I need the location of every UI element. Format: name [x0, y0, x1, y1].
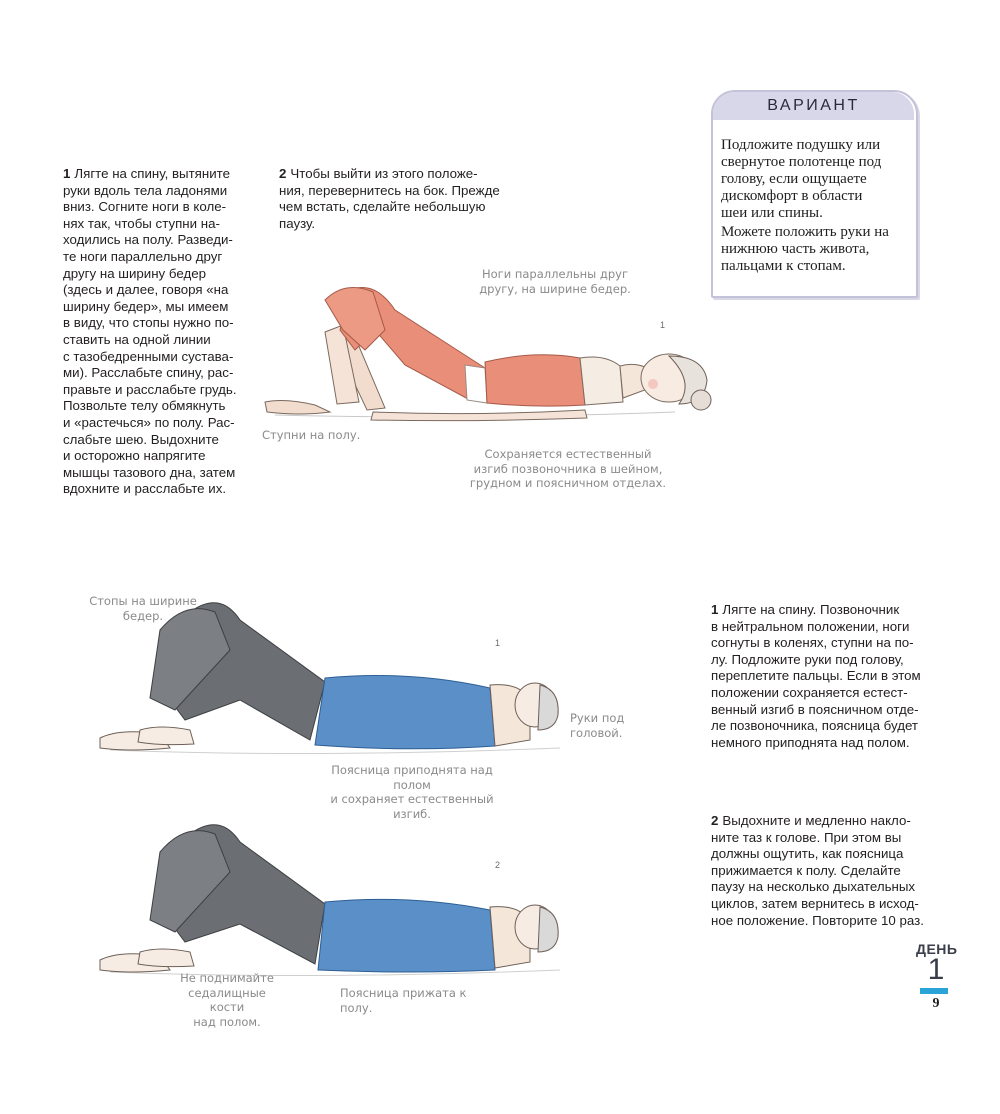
caption-legs: Ноги параллельны друг другу, на ширине бедер.	[479, 267, 631, 296]
section2-step1	[711, 602, 931, 751]
step-text: Лягте на спину. Позвоночник в нейтральном положении, ноги согнуты в коленях, ступни на по- лу. Подложите руки под голову, переплетите пальцы. Если в этом положении сохраняется естест- венный изгиб в поясничном отде- ле позвоночника, поясница будет немного приподнята над полом.	[711, 602, 921, 750]
page-number: 9	[932, 996, 940, 1011]
caption-hands: Руки под головой.	[570, 711, 625, 740]
day-accent-bar	[920, 988, 948, 994]
section2-step2	[711, 813, 931, 929]
step-number: 1	[711, 602, 719, 617]
figure-number: 1	[495, 638, 501, 648]
step-text: Выдохните и медленно накло- ните таз к голове. При этом вы должны ощутить, как поясница прижимается к полу. Сделайте паузу на несколько дыхательных циклов, затем вернитесь в исход- ное положение. Повторите 10 раз.	[711, 813, 924, 928]
day-label: ДЕНЬ	[916, 941, 958, 957]
step-number: 2	[279, 166, 287, 181]
step-text: Лягте на спину, вытяните руки вдоль тела ладонями вниз. Согните ноги в коле- нях так, чтобы ступни на- ходились на полу. Разведи- те ноги параллельно друг другу на ширину бедер (здесь и далее, говоря «на ширину бедер», мы имеем в виду, что стопы нужно по- ставить на одной линии с тазобедренными сустава- ми). Расслабьте спину, рас- правьте и расслабьте грудь. Позвольте телу обмякнуть и «растечься» по полу. Рас- слабьте шею. Выдохните и осторожно напрягите мышцы тазового дна, затем вдохните и расслабьте их.	[63, 166, 237, 497]
variant-text-1: Подложите подушку или свернутое полотенце под голову, если ощущаете дискомфорт в области шеи или спины.	[721, 137, 882, 221]
caption-feet-width: Стопы на ширине бедер.	[89, 594, 197, 623]
day-number: 1	[927, 953, 945, 986]
caption-lumbar-raised: Поясница приподнята над полом и сохраняет естественный изгиб.	[330, 763, 494, 821]
step-number: 2	[711, 813, 719, 828]
caption-spine: Сохраняется естественный изгиб позвоночника в шейном, грудном и поясничном отделах.	[469, 447, 667, 490]
figure-number: 2	[495, 860, 501, 870]
figure-number: 1	[660, 320, 666, 330]
step-number: 1	[63, 166, 71, 181]
caption-lumbar-pressed: Поясница прижата к полу.	[340, 986, 467, 1015]
section1-step1	[63, 166, 253, 498]
section1-step2	[279, 166, 509, 232]
figure-man-lying-2	[90, 812, 570, 982]
caption-sit-bones: Не поднимайте седалищные кости над полом.	[180, 971, 274, 1029]
step-text: Чтобы выйти из этого положе- ния, перевернитесь на бок. Прежде чем встать, сделайте небольшую паузу.	[279, 166, 500, 231]
caption-feet: Ступни на полу.	[262, 428, 361, 442]
figure-woman-lying	[255, 270, 735, 450]
variant-title: ВАРИАНТ	[713, 92, 914, 120]
variant-text-2: Можете положить руки на нижнюю часть живота, пальцами к стопам.	[721, 224, 889, 274]
